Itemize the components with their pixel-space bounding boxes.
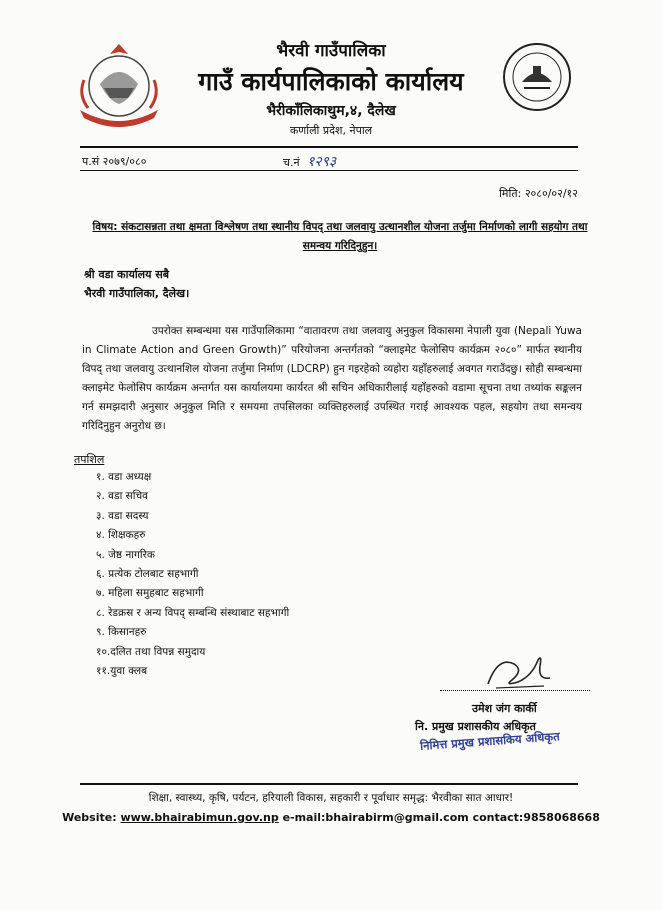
list-item: १०.दलित तथा विपन्न समुदाय bbox=[96, 645, 206, 658]
contact-text: contact:9858068668 bbox=[472, 811, 600, 824]
letter-body-text: उपरोक्त सम्बन्धमा यस गाउँपालिकामा “वातावरण तथा जलवायु अनुकुल विकासमा नेपाली युवा (Nepali Yuwa in Climate Action and Green Growth)” परियोजना अन्तर्गतको “क्लाइमेट फेलोसिप कार्यक्रम २०८०” मार्फत स्थानीय विपद् तथा जलवायु उत्थानशिल योजना तर्जुमा निर्माण (LDCRP) हुन गइरहेको व्यहोरा यहाँहरुलाई अवगत गराउँदछु। सोही सम्बन्धमा क्लाइमेट फेलोसिप कार्यक्रम अन्तर्गत यस कार्यालयमा कार्यरत श्री सचिन अधिकारीलाई यहाँहरुको वडामा सूचना तथा तथ्यांक सङ्कलन गर्न समझदारी अनुसार अनुकुल मिति र समयमा तपसिलका व्यक्तिहरुलाई उपस्थित गराई आवश्यक पहल, सहयोग तथा समन्वय गरिदिनुहुन अनुरोध छ। bbox=[82, 325, 582, 432]
municipality-name: भैरवी गाउँपालिका bbox=[276, 41, 386, 61]
office-name: गाउँ कार्यपालिकाको कार्यालय bbox=[198, 67, 464, 96]
list-item: ३. वडा सदस्य bbox=[96, 509, 149, 522]
reference-number: प.सं २०७९/०८० bbox=[82, 155, 147, 168]
website-link[interactable]: www.bhairabimun.gov.np bbox=[120, 811, 279, 824]
footer-rule bbox=[80, 783, 578, 785]
attendee-list bbox=[96, 468, 289, 681]
dispatch-number bbox=[283, 152, 336, 171]
list-item: १. वडा अध्यक्ष bbox=[96, 471, 152, 483]
footer-contact bbox=[0, 811, 662, 824]
signatory-title: नि. प्रमुख प्रशासकीय अधिकृत bbox=[415, 720, 536, 733]
dispatch-value: १२९३ bbox=[307, 154, 337, 170]
addressee bbox=[84, 265, 189, 303]
letter-date: मिति: २०८०/०२/१२ bbox=[499, 187, 578, 200]
list-item: ४. शिक्षकहरु bbox=[96, 529, 146, 542]
list-item: ६. प्रत्येक टोलबाट सहभागी bbox=[96, 568, 199, 581]
signatory-name: उमेश जंग कार्की bbox=[472, 702, 537, 715]
reference-rule bbox=[80, 170, 578, 171]
attendee-list-title: तपशिल bbox=[74, 453, 105, 466]
official-stamp: निमित्त प्रमुख प्रशासकिय अधिकृत bbox=[419, 729, 561, 753]
list-item: ८. रेडक्रस र अन्य विपद् सम्बन्धि संस्थाबाट सहभागी bbox=[96, 606, 290, 619]
header-rule bbox=[80, 146, 578, 148]
office-address: भैरीकाँलिकाथुम,४, दैलेख bbox=[266, 103, 396, 119]
list-item: ५. जेष्ठ नागरिक bbox=[96, 548, 155, 561]
footer-pillars: शिक्षा, स्वास्थ्य, कृषि, पर्यटन, हरियाली विकास, सहकारी र पूर्वाधार समृद्ध: भैरवीका सात आधार! bbox=[148, 792, 514, 804]
website-label: Website: bbox=[62, 811, 117, 824]
list-item: ९. किसानहरु bbox=[96, 626, 147, 639]
handwritten-signature bbox=[478, 650, 558, 694]
addressee-line-1: श्री वडा कार्यालय सबै bbox=[84, 268, 170, 281]
dispatch-label: च.नं bbox=[283, 156, 300, 169]
list-item: २. वडा सचिव bbox=[96, 490, 148, 503]
letter-subject: विषय: संकटासन्नता तथा क्षमता विश्लेषण तथा स्थानीय विपद् तथा जलवायु उत्थानशील योजना तर्जुमा निर्माणको लागी सहयोग तथा समन्वय गरिदिनुहुन। bbox=[92, 221, 588, 252]
letter-body bbox=[82, 322, 582, 436]
addressee-line-2: भैरवी गाउँपालिका, दैलेख। bbox=[84, 287, 190, 300]
list-item: ७. महिला समुहबाट सहभागी bbox=[96, 587, 204, 600]
signature-line bbox=[440, 690, 590, 691]
email-text: e-mail:bhairabirm@gmail.com bbox=[282, 811, 469, 824]
province-country: कर्णाली प्रदेश, नेपाल bbox=[289, 124, 373, 137]
list-item: ११.युवा क्लब bbox=[96, 665, 148, 678]
